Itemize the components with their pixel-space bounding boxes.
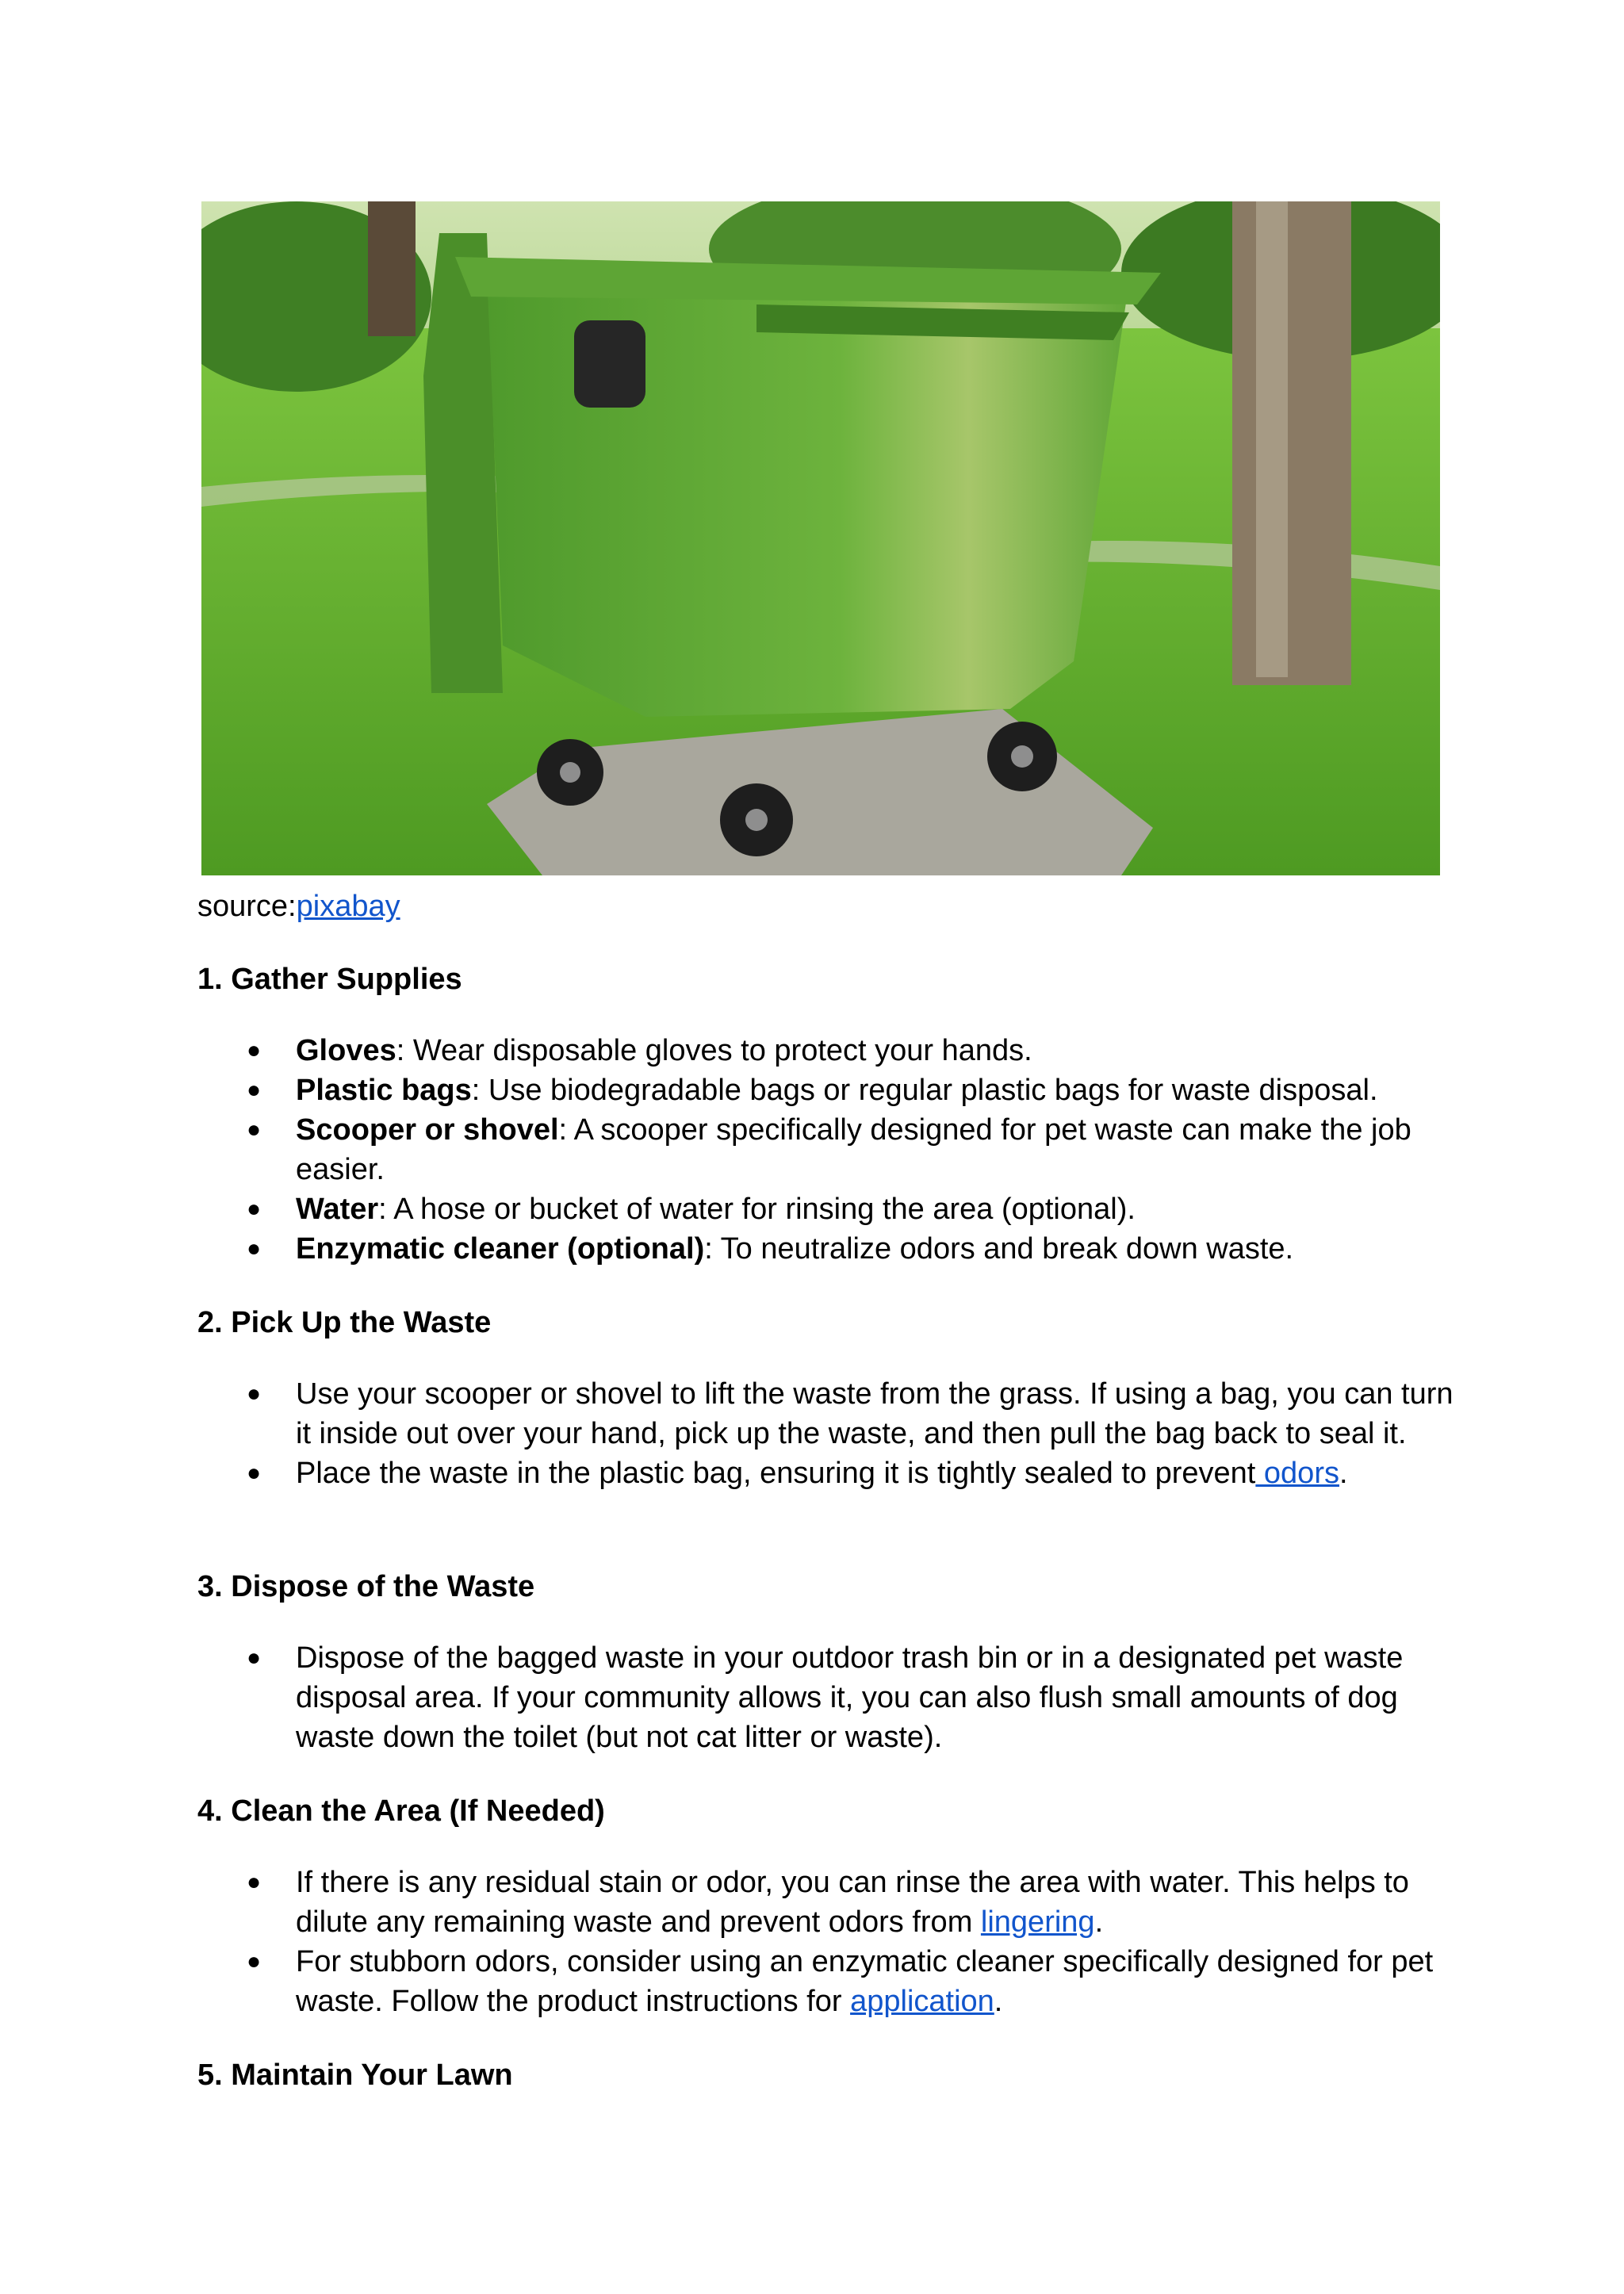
list-item bbox=[197, 1031, 1458, 1070]
item-text: For stubborn odors, consider using an enzymatic cleaner specifically designed for pet waste. Follow the product instructions for bbox=[296, 1945, 1434, 2018]
list-item bbox=[197, 1374, 1458, 1453]
section-heading-clean-area: 4. Clean the Area (If Needed) bbox=[197, 1794, 605, 1828]
item-text: : Wear disposable gloves to protect your hands. bbox=[396, 1034, 1032, 1067]
section-heading-dispose-waste: 3. Dispose of the Waste bbox=[197, 1570, 535, 1603]
item-text-end: . bbox=[1339, 1457, 1348, 1490]
list-item bbox=[197, 1453, 1458, 1493]
item-text-end: . bbox=[1094, 1905, 1104, 1939]
list-item bbox=[197, 1942, 1458, 2021]
item-text: : A hose or bucket of water for rinsing the area (optional). bbox=[378, 1193, 1136, 1226]
source-prefix: source: bbox=[197, 890, 297, 923]
item-term: Gloves bbox=[296, 1034, 396, 1067]
list-item bbox=[197, 1863, 1458, 1942]
green-wheelie-bin-photo bbox=[201, 201, 1440, 875]
list-item bbox=[197, 1638, 1458, 1757]
odors-link[interactable]: odors bbox=[1255, 1457, 1339, 1490]
application-link[interactable]: application bbox=[850, 1985, 994, 2018]
image-source-credit bbox=[197, 887, 400, 926]
item-text: : A scooper specifically designed for pet waste can make the job easier. bbox=[296, 1113, 1411, 1186]
list-item bbox=[197, 1189, 1458, 1229]
supplies-list bbox=[197, 1031, 1458, 1269]
item-text-end: . bbox=[994, 1985, 1003, 2018]
clean-area-list bbox=[197, 1863, 1458, 2021]
item-text: : To neutralize odors and break down waste. bbox=[704, 1232, 1294, 1266]
list-item bbox=[197, 1070, 1458, 1110]
section-heading-maintain-lawn: 5. Maintain Your Lawn bbox=[197, 2058, 513, 2092]
section-heading-gather-supplies: 1. Gather Supplies bbox=[197, 963, 462, 996]
lingering-link[interactable]: lingering bbox=[980, 1905, 1095, 1939]
item-text: : Use biodegradable bags or regular plastic bags for waste disposal. bbox=[471, 1074, 1378, 1107]
list-item bbox=[197, 1229, 1458, 1269]
item-text: If there is any residual stain or odor, you can rinse the area with water. This helps to dilute any remaining waste and prevent odors from bbox=[296, 1866, 1409, 1939]
pixabay-link[interactable]: pixabay bbox=[296, 890, 400, 923]
list-item bbox=[197, 1110, 1458, 1189]
item-term: Plastic bags bbox=[296, 1074, 472, 1107]
section-heading-pick-up-waste: 2. Pick Up the Waste bbox=[197, 1306, 492, 1339]
item-text: Use your scooper or shovel to lift the waste from the grass. If using a bag, you can turn it inside out over your hand, pick up the waste, and then pull the bag back to seal it. bbox=[296, 1377, 1454, 1450]
item-text: Place the waste in the plastic bag, ensuring it is tightly sealed to prevent bbox=[296, 1457, 1256, 1490]
item-text: Dispose of the bagged waste in your outdoor trash bin or in a designated pet waste disposal area. If your community allows it, you can also flush small amounts of dog waste down the toilet (but not cat litter or waste). bbox=[296, 1641, 1404, 1754]
item-term: Scooper or shovel bbox=[296, 1113, 559, 1147]
item-term: Enzymatic cleaner (optional) bbox=[296, 1232, 705, 1266]
item-term: Water bbox=[296, 1193, 379, 1226]
dispose-list bbox=[197, 1638, 1458, 1757]
pick-up-list bbox=[197, 1374, 1458, 1493]
